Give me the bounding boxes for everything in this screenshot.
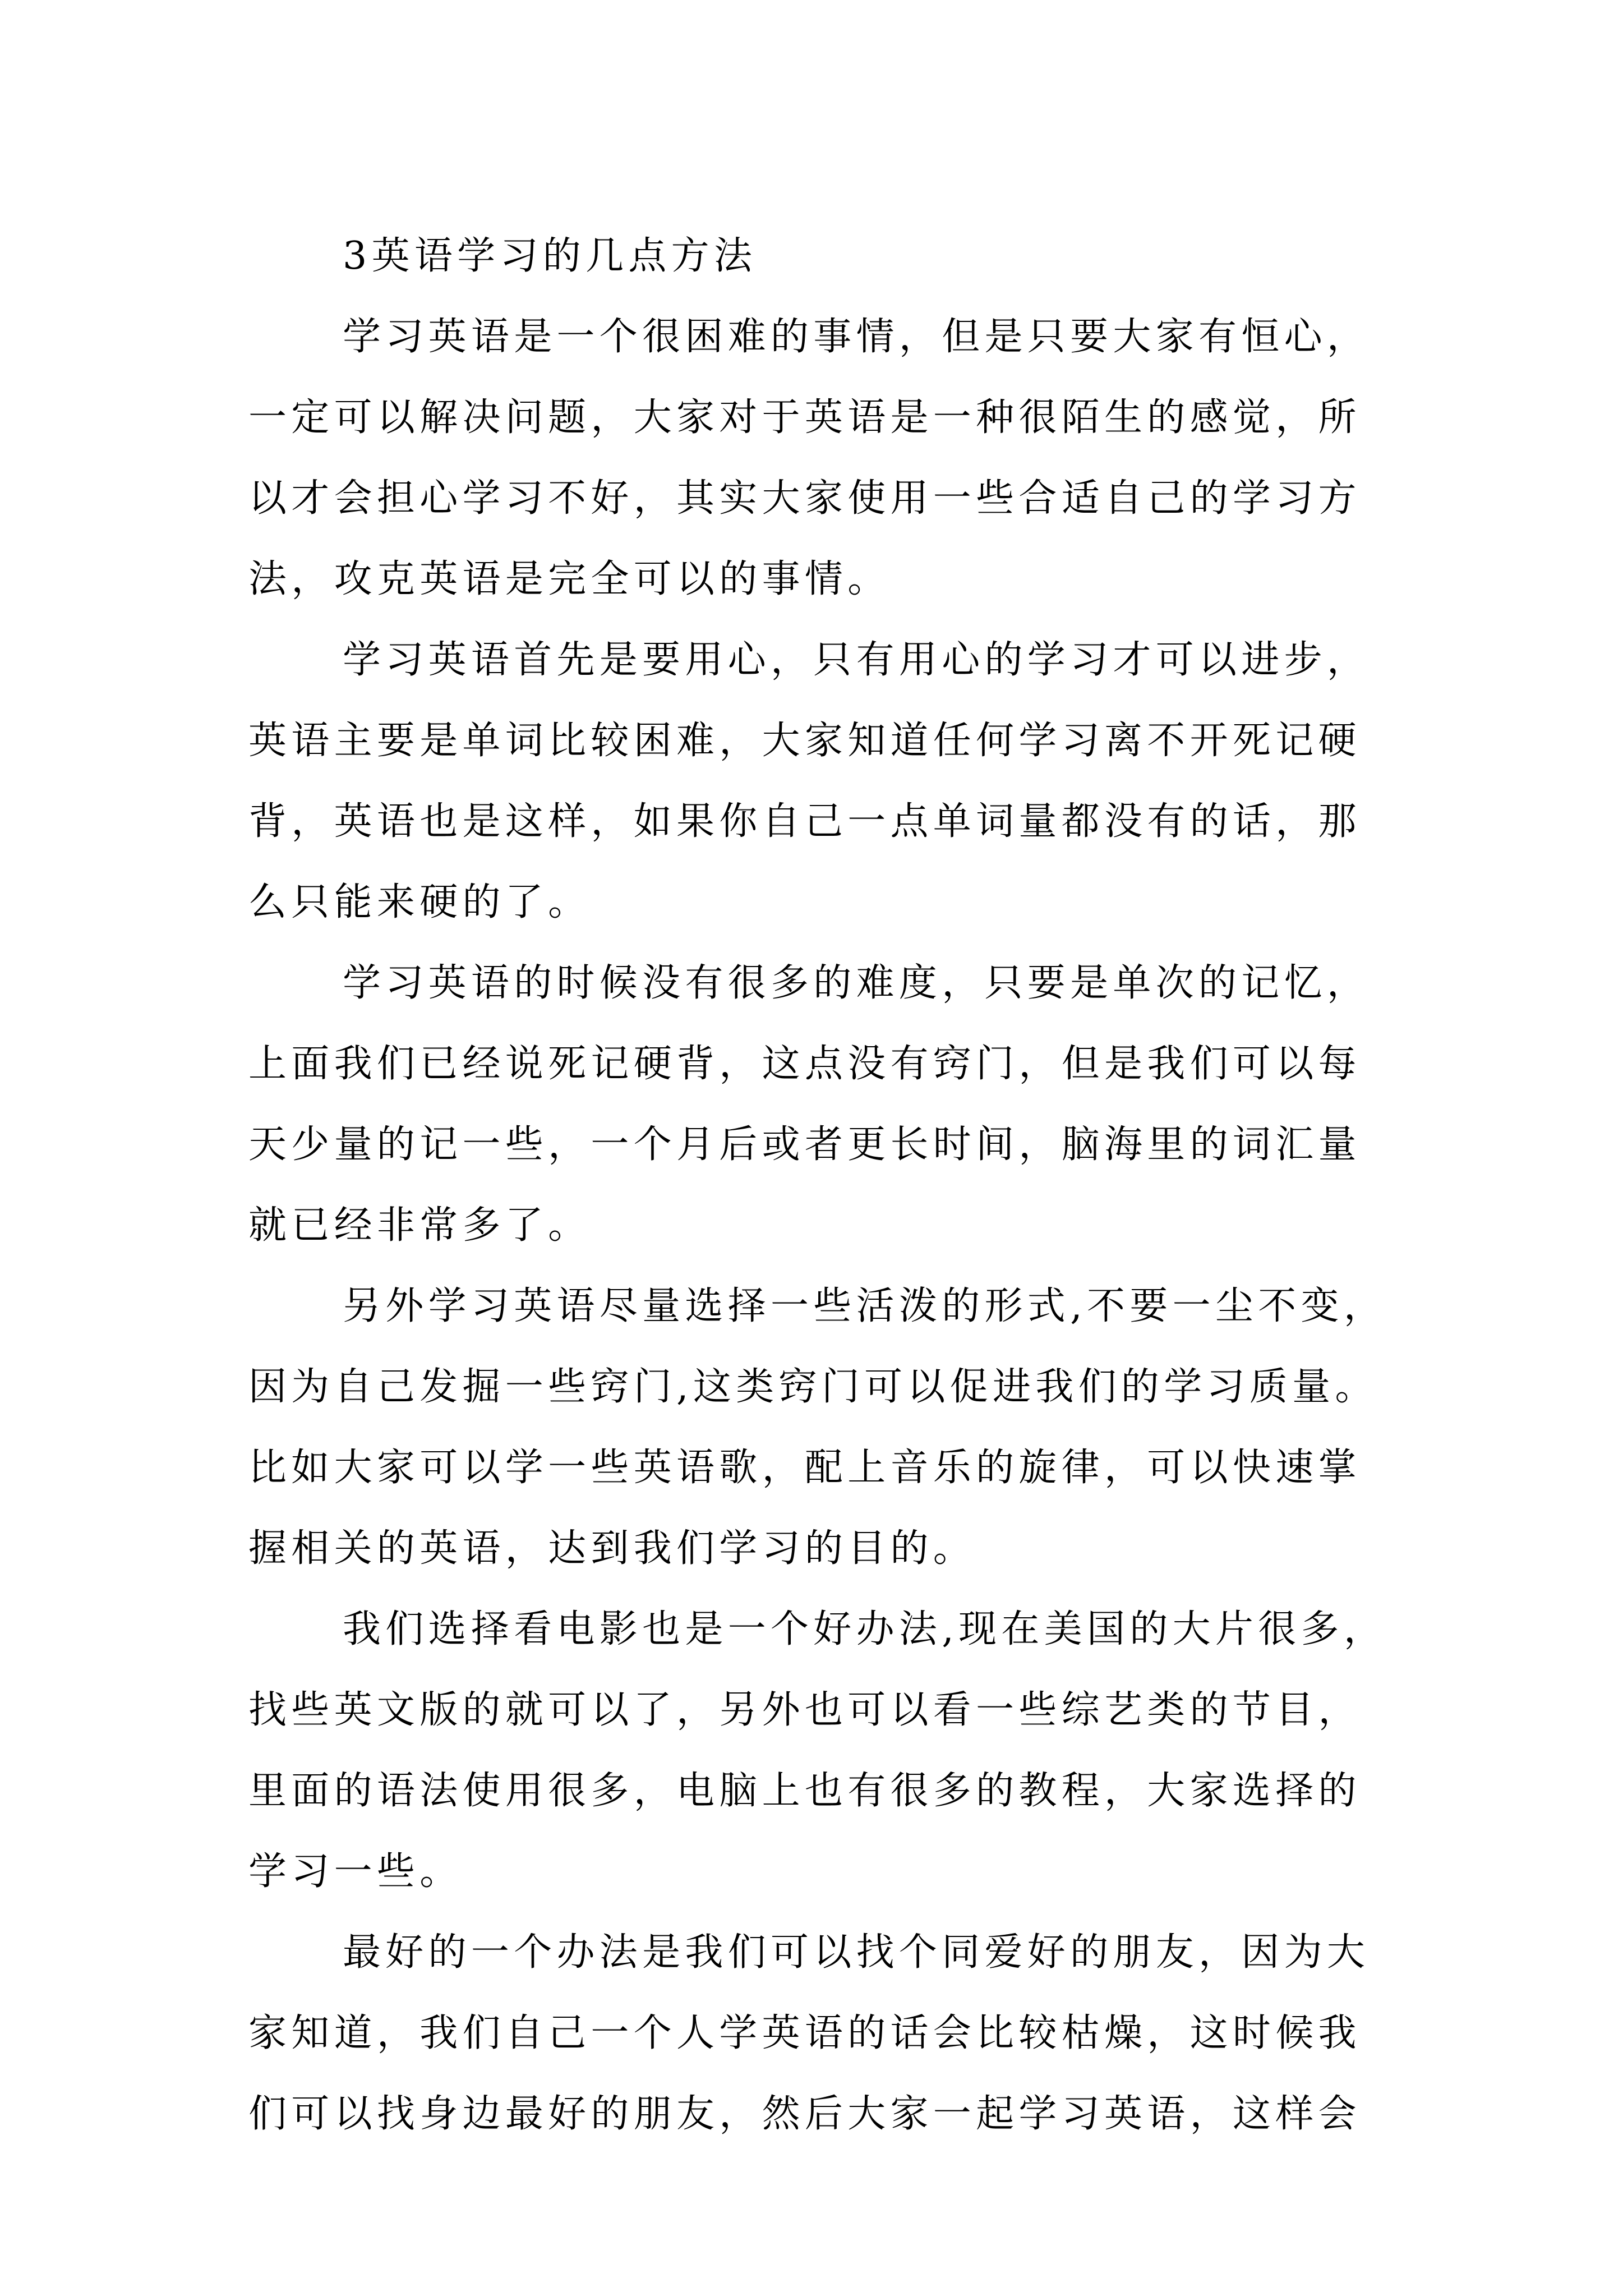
paragraph-2-line-1: 学习英语首先是要用心，只有用心的学习才可以进步， [343,638,1370,682]
document-body [248,216,1393,2155]
paragraph-3-line-4: 就已经非常多了。 [248,1203,591,1248]
paragraph-4-line-3: 比如大家可以学一些英语歌，配上音乐的旋律，可以快速掌 [248,1446,1361,1490]
paragraph-2-line-3: 背，英语也是这样，如果你自己一点单词量都没有的话，那 [248,799,1361,844]
paragraph-6-line-3: 们可以找身边最好的朋友，然后大家一起学习英语，这样会 [248,2092,1361,2136]
paragraph-5-line-1: 我们选择看电影也是一个好办法,现在美国的大片很多， [343,1607,1387,1651]
paragraph-1-line-4: 法，攻克英语是完全可以的事情。 [248,557,891,601]
paragraph-6-line-2: 家知道，我们自己一个人学英语的话会比较枯燥，这时候我 [248,2011,1361,2055]
paragraph-5-line-2: 找些英文版的就可以了，另外也可以看一些综艺类的节目， [248,1688,1361,1732]
paragraph-2-line-4: 么只能来硬的了。 [248,880,591,924]
paragraph-3-line-2: 上面我们已经说死记硬背，这点没有窍门，但是我们可以每 [248,1042,1361,1086]
paragraph-4-line-4: 握相关的英语，达到我们学习的目的。 [248,1526,976,1571]
paragraph-1-line-1: 学习英语是一个很困难的事情，但是只要大家有恒心， [343,315,1370,359]
paragraph-2-line-2: 英语主要是单词比较困难，大家知道任何学习离不开死记硬 [248,719,1361,763]
paragraph-4-line-1: 另外学习英语尽量选择一些活泼的形式,不要一尘不变， [343,1284,1387,1328]
section-heading: 3英语学习的几点方法 [343,234,757,278]
paragraph-5-line-3: 里面的语法使用很多，电脑上也有很多的教程，大家选择的 [248,1769,1361,1813]
paragraph-3-line-1: 学习英语的时候没有很多的难度，只要是单次的记忆， [343,961,1370,1005]
paragraph-5-line-4: 学习一些。 [248,1849,463,1894]
paragraph-3-line-3: 天少量的记一些，一个月后或者更长时间，脑海里的词汇量 [248,1122,1361,1167]
paragraph-4-line-2: 因为自己发掘一些窍门,这类窍门可以促进我们的学习质量。 [248,1365,1378,1409]
paragraph-1-line-3: 以才会担心学习不好，其实大家使用一些合适自己的学习方 [248,476,1361,521]
paragraph-1-line-2: 一定可以解决问题，大家对于英语是一种很陌生的感觉，所 [248,395,1361,440]
paragraph-6-line-1: 最好的一个办法是我们可以找个同爱好的朋友，因为大 [343,1930,1370,1975]
